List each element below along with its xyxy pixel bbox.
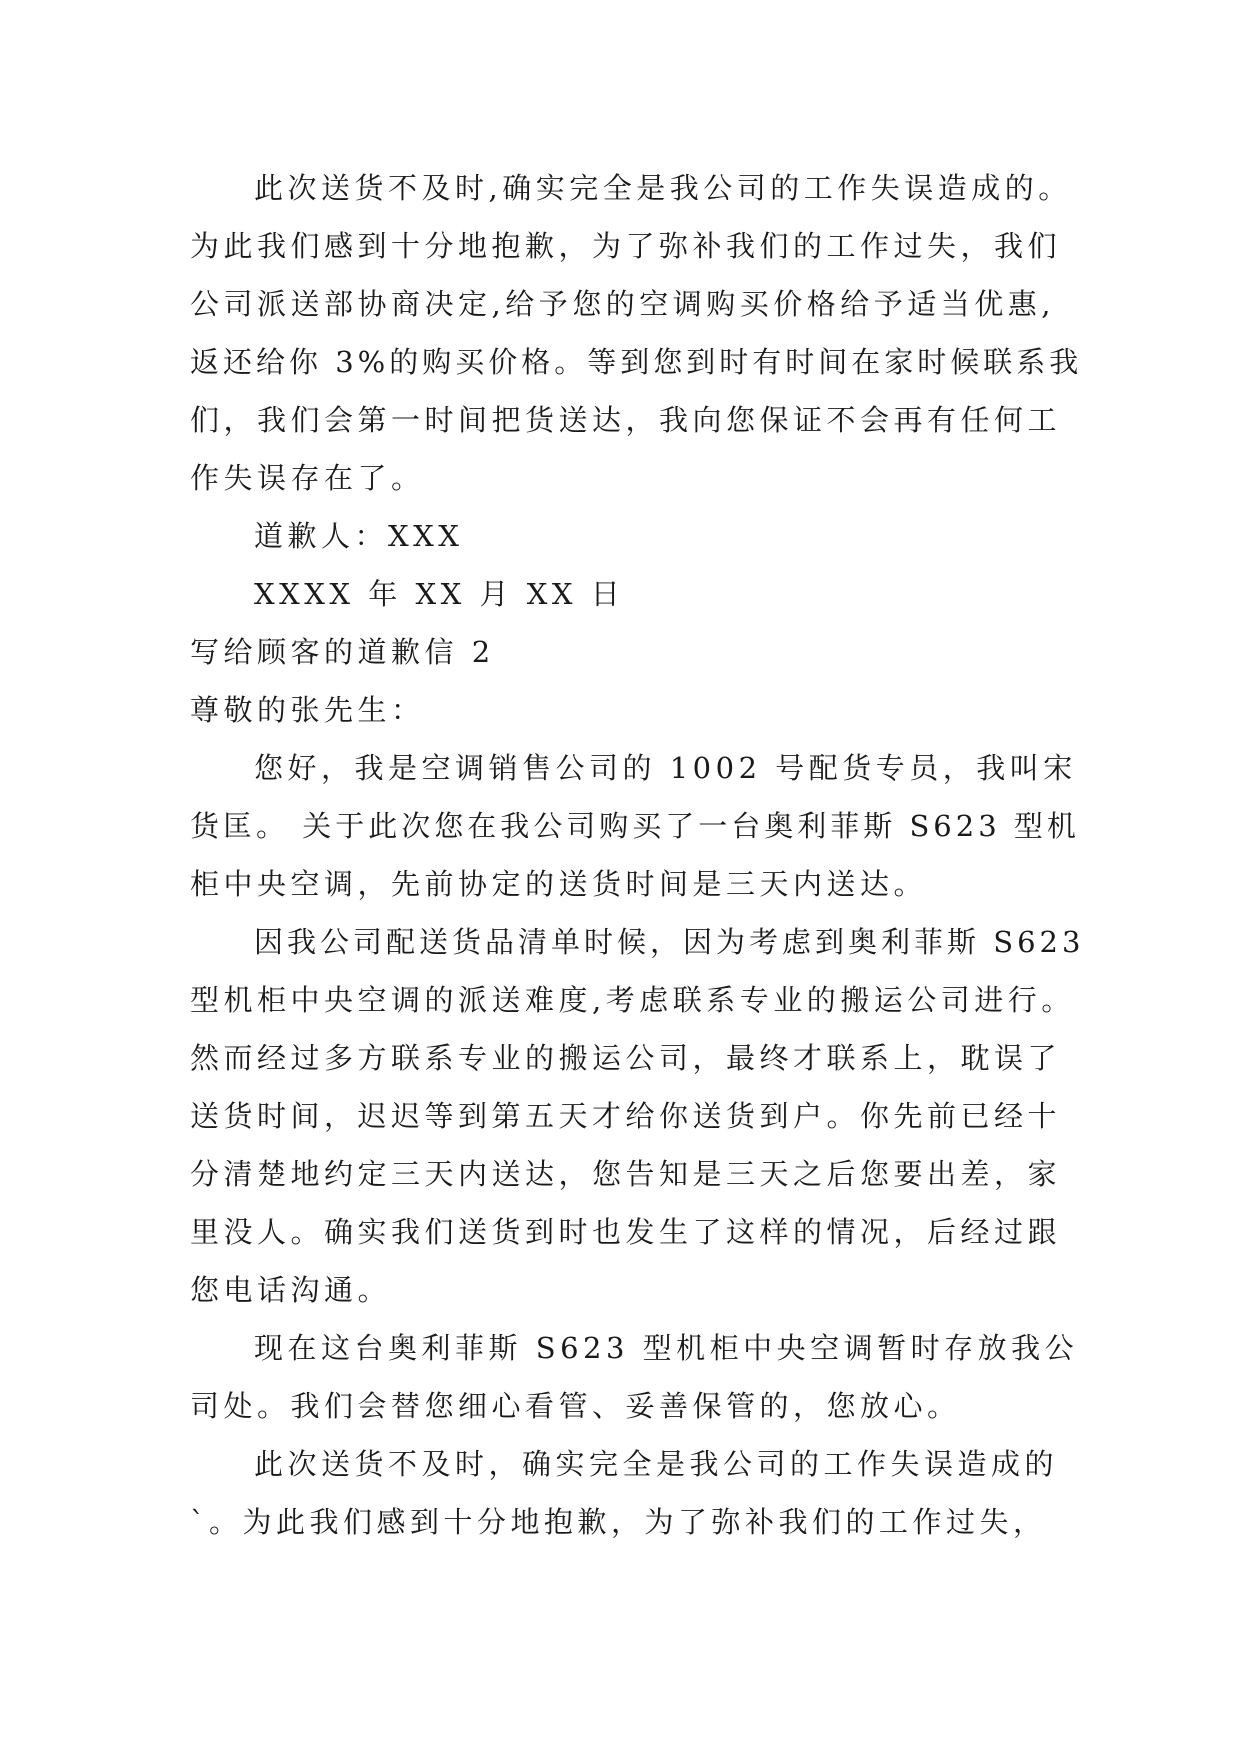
signer-line: 道歉人：XXX	[254, 519, 464, 553]
paragraph-line: `。为此我们感到十分地抱歉，为了弥补我们的工作过失，	[190, 1505, 1047, 1539]
paragraph-line: 型机柜中央空调的派送难度,考虑联系专业的搬运公司进行。	[190, 983, 1075, 1017]
letter-title: 写给顾客的道歉信 2	[190, 635, 495, 669]
paragraph-line: 司处。我们会替您细心看管、妥善保管的，您放心。	[190, 1389, 961, 1423]
paragraph-line: 返还给你 3%的购买价格。等到您到时有时间在家时候联系我	[190, 345, 1083, 379]
paragraph-line: 作失误存在了。	[190, 461, 425, 495]
paragraph-line: 现在这台奥利菲斯 S623 型机柜中央空调暂时存放我公	[254, 1331, 1079, 1365]
paragraph-line: 送货时间，迟迟等到第五天才给你送货到户。你先前已经十	[190, 1099, 1062, 1133]
paragraph-line: 分清楚地约定三天内送达，您告知是三天之后您要出差，家	[190, 1157, 1062, 1191]
paragraph-line: 公司派送部协商决定,给予您的空调购买价格给予适当优惠,	[190, 287, 1055, 321]
paragraph-line: 柜中央空调，先前协定的送货时间是三天内送达。	[190, 867, 928, 901]
paragraph-line: 此次送货不及时，确实完全是我公司的工作失误造成的	[254, 1447, 1059, 1481]
paragraph-line: 然而经过多方联系专业的搬运公司，最终才联系上，耽误了	[190, 1041, 1062, 1075]
paragraph-line: 您电话沟通。	[190, 1273, 392, 1307]
paragraph-line: 货匡。 关于此次您在我公司购买了一台奥利菲斯 S623 型机	[190, 809, 1080, 843]
paragraph-line: 里没人。确实我们送货到时也发生了这样的情况，后经过跟	[190, 1215, 1062, 1249]
date-line: XXXX 年 XX 月 XX 日	[254, 577, 625, 611]
paragraph-line: 因我公司配送货品清单时候，因为考虑到奥利菲斯 S623	[254, 925, 1085, 959]
salutation: 尊敬的张先生：	[190, 693, 425, 727]
paragraph-line: 此次送货不及时,确实完全是我公司的工作失误造成的。	[254, 171, 1072, 205]
paragraph-line: 您好，我是空调销售公司的 1002 号配货专员，我叫宋	[254, 751, 1077, 785]
paragraph-line: 为此我们感到十分地抱歉，为了弥补我们的工作过失，我们	[190, 229, 1062, 263]
paragraph-line: 们，我们会第一时间把货送达，我向您保证不会再有任何工	[190, 403, 1062, 437]
